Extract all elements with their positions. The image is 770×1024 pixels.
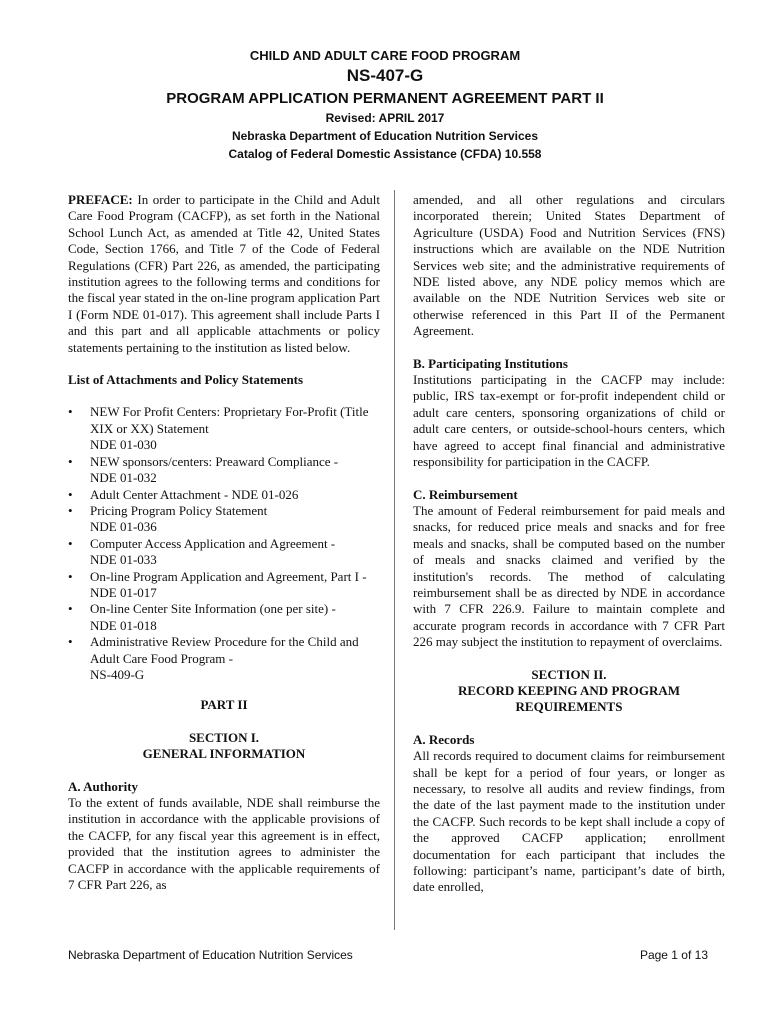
continued-paragraph: amended, and all other regulations and circulars incorporated therein; United States Department of Agriculture (USDA) Food and Nutrition Services (FNS) instructions which are available on the NDE Nutrition Services web site; and the administrative requirements of NDE listed above, any NDE policy memos which are available on the NDE Nutrition Services web site or otherwise referenced in this Part II of the Permanent Agreement.	[413, 192, 725, 339]
part-heading: PART II	[200, 697, 248, 713]
list-item: • Computer Access Application and Agreement - NDE 01-033	[68, 536, 380, 569]
preface-paragraph	[68, 192, 380, 356]
document-title: PROGRAM APPLICATION PERMANENT AGREEMENT PART II	[166, 90, 604, 107]
section1-heading: SECTION I.	[188, 729, 260, 745]
list-item: • Administrative Review Procedure for the Child and Adult Care Food Program - NS-409-G	[68, 634, 380, 683]
preface-label: PREFACE:	[68, 192, 133, 207]
list-item: • Adult Center Attachment - NDE 01-026	[68, 487, 380, 503]
reimbursement-heading: C. Reimbursement	[413, 486, 518, 502]
column-divider	[394, 190, 395, 930]
list-item: • Pricing Program Policy Statement NDE 01-036	[68, 503, 380, 536]
participating-institutions-heading: B. Participating Institutions	[413, 355, 568, 371]
footer-agency: Nebraska Department of Education Nutrition Services	[68, 948, 353, 962]
records-heading: A. Records	[413, 731, 475, 747]
form-number: NS-407-G	[346, 66, 424, 85]
preface-text: In order to participate in the Child and Adult Care Food Program (CACFP), as set forth in the National School Lunch Act, as amended at Title 42, United States Code, Section 1766, and Title 7 of the Code of Federal Regulations (CFR) Part 226, as amended, the participating institution agrees to the following terms and conditions for the fiscal year stated in the on-line program application Part I (Form NDE 01-017). This agreement shall include Parts I and this part and all applicable attachments or policy statements pertaining to the institution as listed below.	[68, 192, 380, 355]
attachments-heading: List of Attachments and Policy Statements	[68, 372, 304, 388]
agency-name: Nebraska Department of Education Nutrition Services	[231, 129, 539, 143]
list-item: • On-line Center Site Information (one per site) - NDE 01-018	[68, 601, 380, 634]
records-paragraph: All records required to document claims for reimbursement shall be kept for a period of four years, or longer as necessary, to resolve all audits and review findings, from the date of the last payment made to the institution under the CACFP. Such records to be kept shall include a copy of the approved CACFP application; enrollment documentation for each participant that includes the following: participant’s name, participant’s date of birth, date enrolled,	[413, 748, 725, 895]
participating-institutions-paragraph: Institutions participating in the CACFP may include: public, IRS tax-exempt or for-profit independent child or adult care centers, sponsoring organizations of child or adult care centers, or outside-school-hours centers, which have agreed to accept final financial and administrative responsibility for participation in the CACFP.	[413, 372, 725, 470]
reimbursement-paragraph: The amount of Federal reimbursement for paid meals and snacks, for reduced price meals and snacks and for free meals and snacks, shall be computed based on the number of meals and snacks claimed and verified by the institution's records. The method of calculating reimbursement shall be as directed by NDE in accordance with 7 CFR 226.9. Failure to maintain complete and accurate program records in accordance with 7 CFR Part 226 may subject the institution to repayment of overclaims.	[413, 502, 725, 650]
page-number: Page 1 of 13	[639, 948, 708, 962]
right-column	[413, 192, 725, 896]
section1-title: GENERAL INFORMATION	[142, 746, 306, 762]
list-item: • NEW For Profit Centers: Proprietary For-Profit (Title XIX or XX) Statement NDE 01-030	[68, 404, 380, 453]
program-name: CHILD AND ADULT CARE FOOD PROGRAM	[249, 48, 521, 63]
cfda-catalog: Catalog of Federal Domestic Assistance (CFDA) 10.558	[228, 147, 542, 161]
authority-heading: A. Authority	[68, 778, 139, 794]
list-item: • NEW sponsors/centers: Preaward Compliance - NDE 01-032	[68, 454, 380, 487]
attachments-list	[68, 404, 380, 683]
list-item: • On-line Program Application and Agreement, Part I - NDE 01-017	[68, 569, 380, 602]
revision-date: Revised: APRIL 2017	[325, 111, 445, 125]
authority-paragraph: To the extent of funds available, NDE shall reimburse the institution in accordance with the applicable provisions of the CACFP, for any fiscal year this agreement is in effect, provided that the institution agrees to administer the CACFP in accordance with the applicable requirements of 7 CFR Part 226, as	[68, 795, 380, 893]
section2-title-line1: RECORD KEEPING AND PROGRAM	[457, 682, 681, 698]
section2-heading: SECTION II.	[531, 666, 607, 682]
section2-title-line2: REQUIREMENTS	[515, 699, 623, 715]
left-column	[68, 192, 380, 893]
